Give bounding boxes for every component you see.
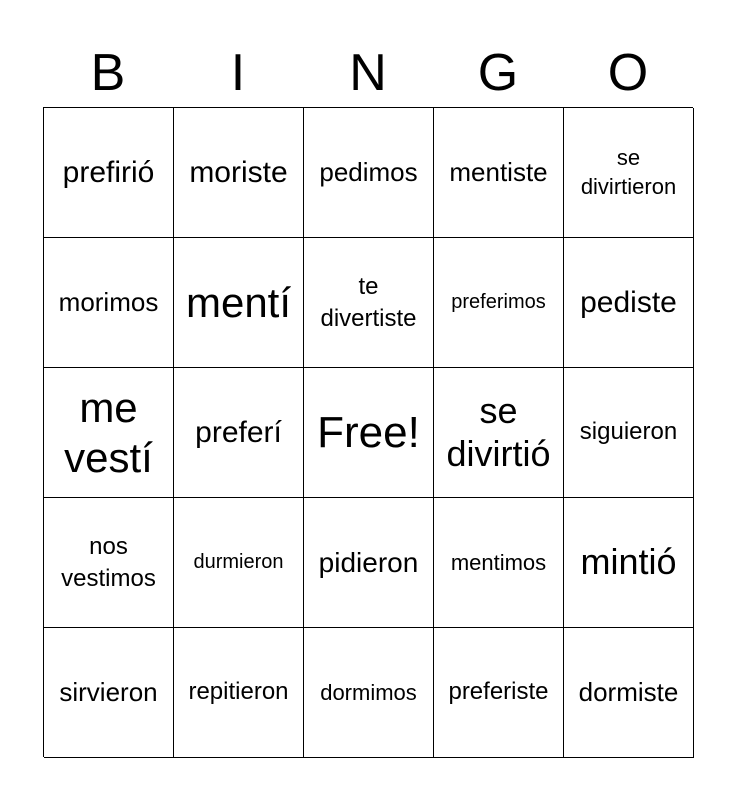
bingo-cell[interactable]: dormimos	[304, 628, 434, 758]
bingo-cell[interactable]: mentimos	[434, 498, 564, 628]
bingo-header	[43, 38, 693, 108]
header-letter-i: I	[230, 44, 246, 102]
bingo-cell[interactable]: morimos	[44, 238, 174, 368]
bingo-cell[interactable]: dormiste	[564, 628, 694, 758]
bingo-cell[interactable]: sirvieron	[44, 628, 174, 758]
header-letter-n: N	[349, 44, 387, 102]
header-letter-b: B	[90, 44, 126, 102]
bingo-cell[interactable]: siguieron	[564, 368, 694, 498]
header-letter-o: O	[607, 44, 649, 102]
bingo-cell[interactable]: repitieron	[174, 628, 304, 758]
bingo-cell[interactable]: se divirtieron	[564, 108, 694, 238]
bingo-cell[interactable]: preferí	[174, 368, 304, 498]
bingo-cell[interactable]: preferimos	[434, 238, 564, 368]
bingo-cell[interactable]: durmieron	[174, 498, 304, 628]
bingo-cell[interactable]: me vestí	[44, 368, 174, 498]
bingo-cell[interactable]: nos vestimos	[44, 498, 174, 628]
bingo-cell[interactable]: pedimos	[304, 108, 434, 238]
bingo-cell[interactable]: mentí	[174, 238, 304, 368]
bingo-cell[interactable]: se divirtió	[434, 368, 564, 498]
bingo-cell[interactable]: preferiste	[434, 628, 564, 758]
bingo-cell[interactable]: mintió	[564, 498, 694, 628]
bingo-cell[interactable]: pidieron	[304, 498, 434, 628]
bingo-cell[interactable]: pediste	[564, 238, 694, 368]
bingo-cell[interactable]: moriste	[174, 108, 304, 238]
bingo-cell-free[interactable]: Free!	[304, 368, 434, 498]
bingo-cell[interactable]: te divertiste	[304, 238, 434, 368]
bingo-grid	[43, 107, 693, 757]
bingo-cell[interactable]: mentiste	[434, 108, 564, 238]
header-letter-g: G	[477, 44, 519, 102]
bingo-cell[interactable]: prefirió	[44, 108, 174, 238]
